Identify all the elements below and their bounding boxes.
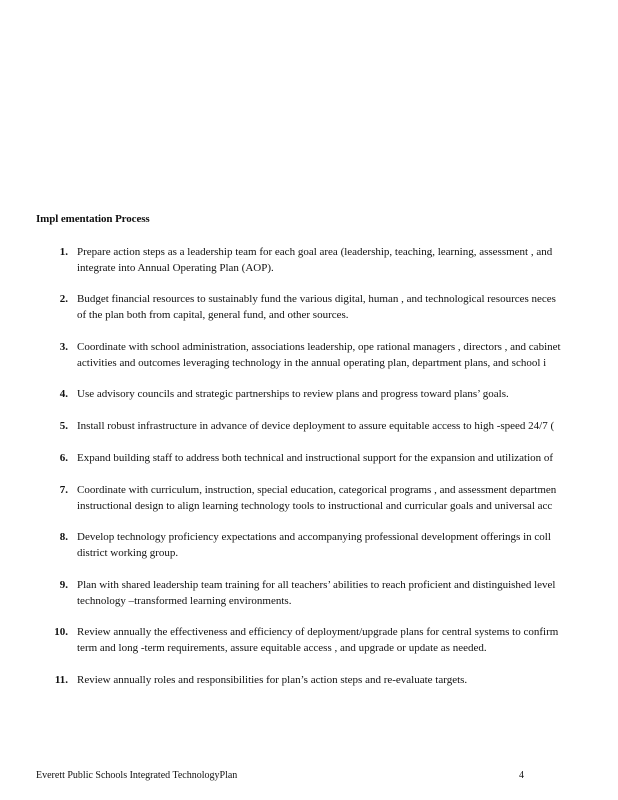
list-item-text [77, 291, 618, 323]
list-item-line: Coordinate with school administration, associations leadership, ope rational managers , directors , and cabinet [77, 341, 561, 353]
list-item-number: 10. [54, 626, 68, 638]
list-item-text [77, 529, 618, 561]
list-item-line: term and long -term requirements, assure equitable access , and upgrade or update as needed. [77, 642, 487, 654]
list-item-number: 2. [59, 293, 68, 305]
list-item-number: 5. [59, 420, 68, 432]
list-item-text [77, 418, 618, 434]
footer-document-title: Everett Public Schools Integrated TechnologyPlan [36, 770, 238, 781]
list-item-line: instructional design to align learning technology tools to instructional and curricular goals and universal acc [77, 500, 553, 512]
list-item-line: Review annually roles and responsibilities for plan’s action steps and re-evaluate targets. [77, 674, 468, 686]
list-item-line: Review annually the effectiveness and efficiency of deployment/upgrade plans for central systems to confirm [77, 626, 559, 638]
list-item-line: Prepare action steps as a leadership team for each goal area (leadership, teaching, learning, assessment , and [77, 246, 553, 258]
list-item-number: 4. [59, 388, 68, 400]
list-item-number: 1. [59, 246, 68, 258]
list-item-text [77, 244, 618, 276]
list-item-text [77, 672, 618, 688]
list-item-line: of the plan both from capital, general fund, and other sources. [77, 309, 349, 321]
list-item-text [77, 482, 618, 514]
list-item-number: 8. [59, 531, 68, 543]
list-item-line: Coordinate with curriculum, instruction, special education, categorical programs , and assessment departmen [77, 484, 557, 496]
list-item-line: technology –transformed learning environments. [77, 595, 292, 607]
list-item-text [77, 624, 618, 656]
list-item-line: Use advisory councils and strategic partnerships to review plans and progress toward plans’ goals. [77, 388, 509, 400]
list-item-line: Budget financial resources to sustainably fund the various digital, human , and technological resources neces [77, 293, 556, 305]
list-item-text [77, 577, 618, 609]
list-item-number: 3. [59, 341, 68, 353]
list-item-number: 11. [54, 674, 68, 686]
list-item-line: activities and outcomes leveraging technology in the annual operating plan, department plans, and school i [77, 357, 547, 369]
list-item-number: 7. [59, 484, 68, 496]
list-item-line: Plan with shared leadership team training for all teachers’ abilities to reach proficient and distinguished level [77, 579, 556, 591]
footer-page-number: 4 [519, 770, 524, 781]
list-item-text [77, 339, 618, 371]
list-item-number: 6. [59, 452, 68, 464]
list-item-line: Install robust infrastructure in advance of device deployment to assure equitable access to high -speed 24/7 ( [77, 420, 555, 432]
list-item-line: integrate into Annual Operating Plan (AOP). [77, 262, 274, 274]
list-item-text [77, 386, 618, 402]
list-item-number: 9. [59, 579, 68, 591]
list-item-line: district working group. [77, 547, 179, 559]
list-item-line: Expand building staff to address both technical and instructional support for the expansion and utilization of [77, 452, 554, 464]
list-item-text [77, 450, 618, 466]
section-heading: Impl ementation Process [36, 213, 150, 225]
list-item-line: Develop technology proficiency expectations and accompanying professional development offerings in coll [77, 531, 551, 543]
